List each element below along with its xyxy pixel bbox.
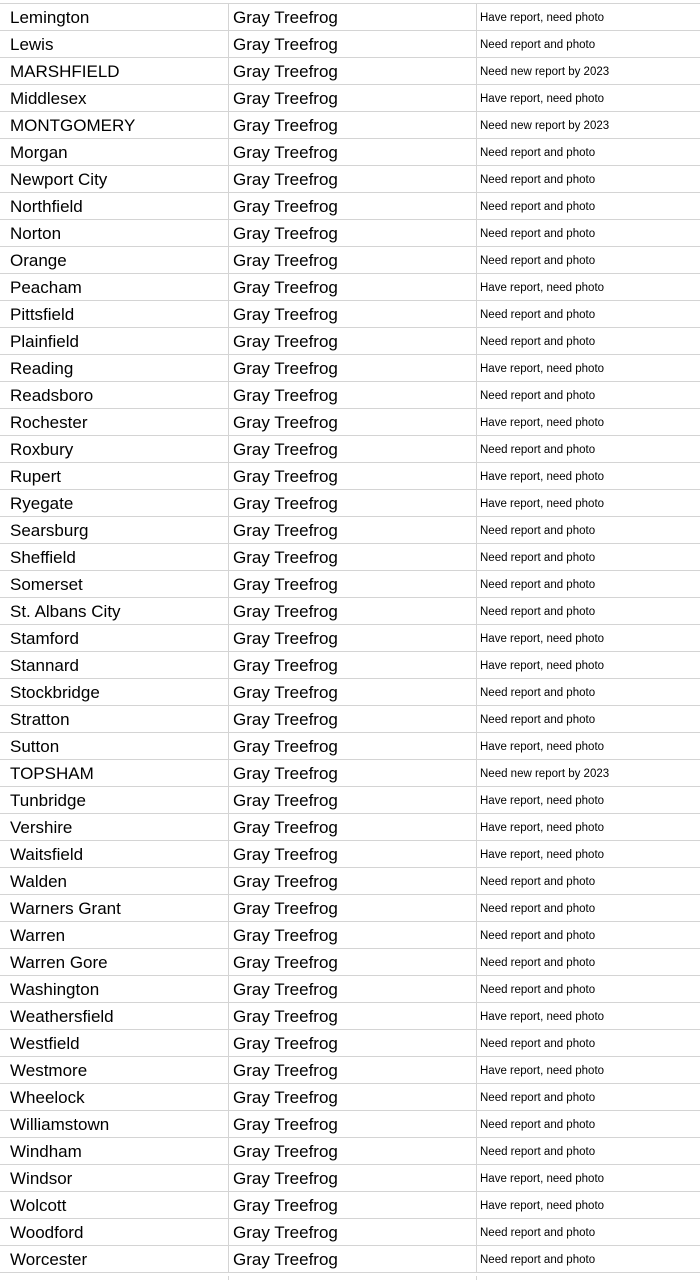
species-cell[interactable]: Gray Treefrog [229, 436, 477, 462]
status-cell[interactable]: Have report, need photo [480, 822, 605, 834]
town-cell[interactable]: Roxbury [0, 436, 229, 462]
town-cell[interactable]: Norton [0, 220, 229, 246]
town-cell[interactable]: Morgan [0, 139, 229, 165]
species-cell[interactable]: Gray Treefrog [229, 1003, 477, 1029]
town-cell[interactable]: Woodford [0, 1219, 229, 1245]
table-row [0, 814, 700, 841]
table-row [0, 868, 700, 895]
grid-edge-col-a [0, 1276, 229, 1280]
status-cell[interactable]: Have report, need photo [480, 12, 605, 24]
town-cell[interactable]: St. Albans City [0, 598, 229, 624]
species-cell[interactable]: Gray Treefrog [229, 31, 477, 57]
town-cell[interactable]: Windham [0, 1138, 229, 1164]
table-row [0, 274, 700, 301]
table-row [0, 949, 700, 976]
table-row [0, 1003, 700, 1030]
species-cell[interactable]: Gray Treefrog [229, 1192, 477, 1218]
species-cell[interactable]: Gray Treefrog [229, 328, 477, 354]
species-cell[interactable]: Gray Treefrog [229, 652, 477, 678]
town-cell[interactable]: Worcester [0, 1246, 229, 1272]
status-cell[interactable]: Need report and photo [480, 1038, 596, 1050]
town-cell[interactable]: MONTGOMERY [0, 112, 229, 138]
species-cell[interactable]: Gray Treefrog [229, 1219, 477, 1245]
species-cell[interactable]: Gray Treefrog [229, 274, 477, 300]
town-cell[interactable]: Stamford [0, 625, 229, 651]
table-row [0, 976, 700, 1003]
town-cell[interactable]: Westmore [0, 1057, 229, 1083]
table-row [0, 841, 700, 868]
status-cell[interactable]: Need report and photo [480, 1254, 596, 1266]
spreadsheet-table [0, 3, 700, 1273]
table-row [0, 355, 700, 382]
table-row [0, 139, 700, 166]
species-cell[interactable]: Gray Treefrog [229, 625, 477, 651]
status-cell[interactable]: Have report, need photo [480, 1065, 605, 1077]
species-cell[interactable]: Gray Treefrog [229, 463, 477, 489]
table-row [0, 1219, 700, 1246]
status-cell[interactable]: Need report and photo [480, 228, 596, 240]
town-cell[interactable]: Williamstown [0, 1111, 229, 1137]
species-cell[interactable]: Gray Treefrog [229, 895, 477, 921]
town-cell[interactable]: Newport City [0, 166, 229, 192]
table-row [0, 571, 700, 598]
table-row [0, 328, 700, 355]
grid-bottom-edge [0, 1276, 700, 1280]
table-row [0, 112, 700, 139]
status-cell[interactable]: Need report and photo [480, 1119, 596, 1131]
town-cell[interactable]: MARSHFIELD [0, 58, 229, 84]
town-cell[interactable]: TOPSHAM [0, 760, 229, 786]
status-cell[interactable]: Need report and photo [480, 525, 596, 537]
town-cell[interactable]: Orange [0, 247, 229, 273]
table-row [0, 220, 700, 247]
species-cell[interactable]: Gray Treefrog [229, 598, 477, 624]
status-cell[interactable]: Need report and photo [480, 390, 596, 402]
table-row [0, 1111, 700, 1138]
species-cell[interactable]: Gray Treefrog [229, 166, 477, 192]
town-cell[interactable]: Westfield [0, 1030, 229, 1056]
table-row [0, 4, 700, 31]
status-cell[interactable]: Need report and photo [480, 552, 596, 564]
table-row [0, 463, 700, 490]
town-cell[interactable]: Wolcott [0, 1192, 229, 1218]
town-cell[interactable]: Lewis [0, 31, 229, 57]
town-cell[interactable]: Stannard [0, 652, 229, 678]
town-cell[interactable]: Warren [0, 922, 229, 948]
town-cell[interactable]: Vershire [0, 814, 229, 840]
status-cell[interactable]: Need report and photo [480, 444, 596, 456]
status-cell[interactable]: Need report and photo [480, 1227, 596, 1239]
town-cell[interactable]: Northfield [0, 193, 229, 219]
status-cell[interactable]: Have report, need photo [480, 849, 605, 861]
table-row [0, 1030, 700, 1057]
species-cell[interactable]: Gray Treefrog [229, 301, 477, 327]
table-row [0, 706, 700, 733]
status-cell[interactable]: Have report, need photo [480, 93, 605, 105]
species-cell[interactable]: Gray Treefrog [229, 1030, 477, 1056]
town-cell[interactable]: Sheffield [0, 544, 229, 570]
town-cell[interactable]: Somerset [0, 571, 229, 597]
species-cell[interactable]: Gray Treefrog [229, 220, 477, 246]
town-cell[interactable]: Lemington [0, 4, 229, 30]
status-cell[interactable]: Have report, need photo [480, 741, 605, 753]
species-cell[interactable]: Gray Treefrog [229, 1138, 477, 1164]
species-cell[interactable]: Gray Treefrog [229, 814, 477, 840]
species-cell[interactable]: Gray Treefrog [229, 976, 477, 1002]
table-row [0, 652, 700, 679]
species-cell[interactable]: Gray Treefrog [229, 544, 477, 570]
table-row [0, 31, 700, 58]
table-row [0, 436, 700, 463]
species-cell[interactable]: Gray Treefrog [229, 679, 477, 705]
status-cell[interactable]: Need report and photo [480, 876, 596, 888]
table-row [0, 1084, 700, 1111]
status-cell[interactable]: Have report, need photo [480, 1200, 605, 1212]
status-cell[interactable]: Have report, need photo [480, 795, 605, 807]
status-cell[interactable]: Need new report by 2023 [480, 120, 610, 132]
table-row [0, 166, 700, 193]
species-cell[interactable]: Gray Treefrog [229, 382, 477, 408]
species-cell[interactable]: Gray Treefrog [229, 1111, 477, 1137]
table-row [0, 409, 700, 436]
status-cell[interactable]: Need report and photo [480, 687, 596, 699]
table-row [0, 58, 700, 85]
table-row [0, 1192, 700, 1219]
table-row [0, 1138, 700, 1165]
status-cell[interactable]: Need report and photo [480, 174, 596, 186]
status-cell[interactable]: Have report, need photo [480, 1011, 605, 1023]
town-cell[interactable]: Warren Gore [0, 949, 229, 975]
town-cell[interactable]: Rochester [0, 409, 229, 435]
grid-edge-col-b [229, 1276, 477, 1280]
species-cell[interactable]: Gray Treefrog [229, 409, 477, 435]
species-cell[interactable]: Gray Treefrog [229, 1057, 477, 1083]
table-row [0, 490, 700, 517]
town-cell[interactable]: Stockbridge [0, 679, 229, 705]
table-row [0, 517, 700, 544]
status-cell[interactable]: Need report and photo [480, 714, 596, 726]
status-cell[interactable]: Need report and photo [480, 930, 596, 942]
status-cell[interactable]: Need report and photo [480, 147, 596, 159]
town-cell[interactable]: Rupert [0, 463, 229, 489]
species-cell[interactable]: Gray Treefrog [229, 4, 477, 30]
table-row [0, 922, 700, 949]
species-cell[interactable]: Gray Treefrog [229, 760, 477, 786]
table-row [0, 787, 700, 814]
town-cell[interactable]: Warners Grant [0, 895, 229, 921]
town-cell[interactable]: Reading [0, 355, 229, 381]
status-cell[interactable]: Need report and photo [480, 984, 596, 996]
town-cell[interactable]: Washington [0, 976, 229, 1002]
species-cell[interactable]: Gray Treefrog [229, 949, 477, 975]
status-cell[interactable]: Need report and photo [480, 903, 596, 915]
species-cell[interactable]: Gray Treefrog [229, 139, 477, 165]
table-row [0, 760, 700, 787]
town-cell[interactable]: Wheelock [0, 1084, 229, 1110]
status-cell[interactable]: Have report, need photo [480, 471, 605, 483]
species-cell[interactable]: Gray Treefrog [229, 787, 477, 813]
species-cell[interactable]: Gray Treefrog [229, 58, 477, 84]
species-cell[interactable]: Gray Treefrog [229, 247, 477, 273]
town-cell[interactable]: Weathersfield [0, 1003, 229, 1029]
status-cell[interactable]: Need report and photo [480, 606, 596, 618]
species-cell[interactable]: Gray Treefrog [229, 85, 477, 111]
table-row [0, 1165, 700, 1192]
town-cell[interactable]: Peacham [0, 274, 229, 300]
status-cell[interactable]: Have report, need photo [480, 1173, 605, 1185]
status-cell[interactable]: Need new report by 2023 [480, 768, 610, 780]
status-cell[interactable]: Need report and photo [480, 336, 596, 348]
table-row [0, 247, 700, 274]
town-cell[interactable]: Ryegate [0, 490, 229, 516]
table-row [0, 895, 700, 922]
status-cell[interactable]: Need report and photo [480, 255, 596, 267]
status-cell[interactable]: Need new report by 2023 [480, 66, 610, 78]
town-cell[interactable]: Readsboro [0, 382, 229, 408]
town-cell[interactable]: Searsburg [0, 517, 229, 543]
table-row [0, 301, 700, 328]
town-cell[interactable]: Pittsfield [0, 301, 229, 327]
status-cell[interactable]: Need report and photo [480, 957, 596, 969]
species-cell[interactable]: Gray Treefrog [229, 733, 477, 759]
town-cell[interactable]: Waitsfield [0, 841, 229, 867]
town-cell[interactable]: Sutton [0, 733, 229, 759]
status-cell[interactable]: Have report, need photo [480, 282, 605, 294]
species-cell[interactable]: Gray Treefrog [229, 1084, 477, 1110]
species-cell[interactable]: Gray Treefrog [229, 490, 477, 516]
status-cell[interactable]: Need report and photo [480, 201, 596, 213]
species-cell[interactable]: Gray Treefrog [229, 517, 477, 543]
species-cell[interactable]: Gray Treefrog [229, 112, 477, 138]
species-cell[interactable]: Gray Treefrog [229, 922, 477, 948]
status-cell[interactable]: Have report, need photo [480, 660, 605, 672]
table-row [0, 598, 700, 625]
species-cell[interactable]: Gray Treefrog [229, 1165, 477, 1191]
table-row [0, 733, 700, 760]
species-cell[interactable]: Gray Treefrog [229, 868, 477, 894]
table-row [0, 382, 700, 409]
species-cell[interactable]: Gray Treefrog [229, 571, 477, 597]
status-cell[interactable]: Need report and photo [480, 579, 596, 591]
status-cell[interactable]: Have report, need photo [480, 633, 605, 645]
town-cell[interactable]: Middlesex [0, 85, 229, 111]
town-cell[interactable]: Plainfield [0, 328, 229, 354]
status-cell[interactable]: Need report and photo [480, 1092, 596, 1104]
status-cell[interactable]: Need report and photo [480, 1146, 596, 1158]
table-row [0, 1057, 700, 1084]
town-cell[interactable]: Stratton [0, 706, 229, 732]
status-cell[interactable]: Need report and photo [480, 309, 596, 321]
table-row [0, 85, 700, 112]
species-cell[interactable]: Gray Treefrog [229, 1246, 477, 1272]
town-cell[interactable]: Windsor [0, 1165, 229, 1191]
status-cell[interactable]: Need report and photo [480, 39, 596, 51]
status-cell[interactable]: Have report, need photo [480, 417, 605, 429]
table-row [0, 625, 700, 652]
status-cell[interactable]: Have report, need photo [480, 498, 605, 510]
species-cell[interactable]: Gray Treefrog [229, 841, 477, 867]
species-cell[interactable]: Gray Treefrog [229, 193, 477, 219]
species-cell[interactable]: Gray Treefrog [229, 355, 477, 381]
table-row [0, 1246, 700, 1273]
table-row [0, 193, 700, 220]
status-cell[interactable]: Have report, need photo [480, 363, 605, 375]
species-cell[interactable]: Gray Treefrog [229, 706, 477, 732]
table-row [0, 679, 700, 706]
table-row [0, 544, 700, 571]
town-cell[interactable]: Walden [0, 868, 229, 894]
town-cell[interactable]: Tunbridge [0, 787, 229, 813]
